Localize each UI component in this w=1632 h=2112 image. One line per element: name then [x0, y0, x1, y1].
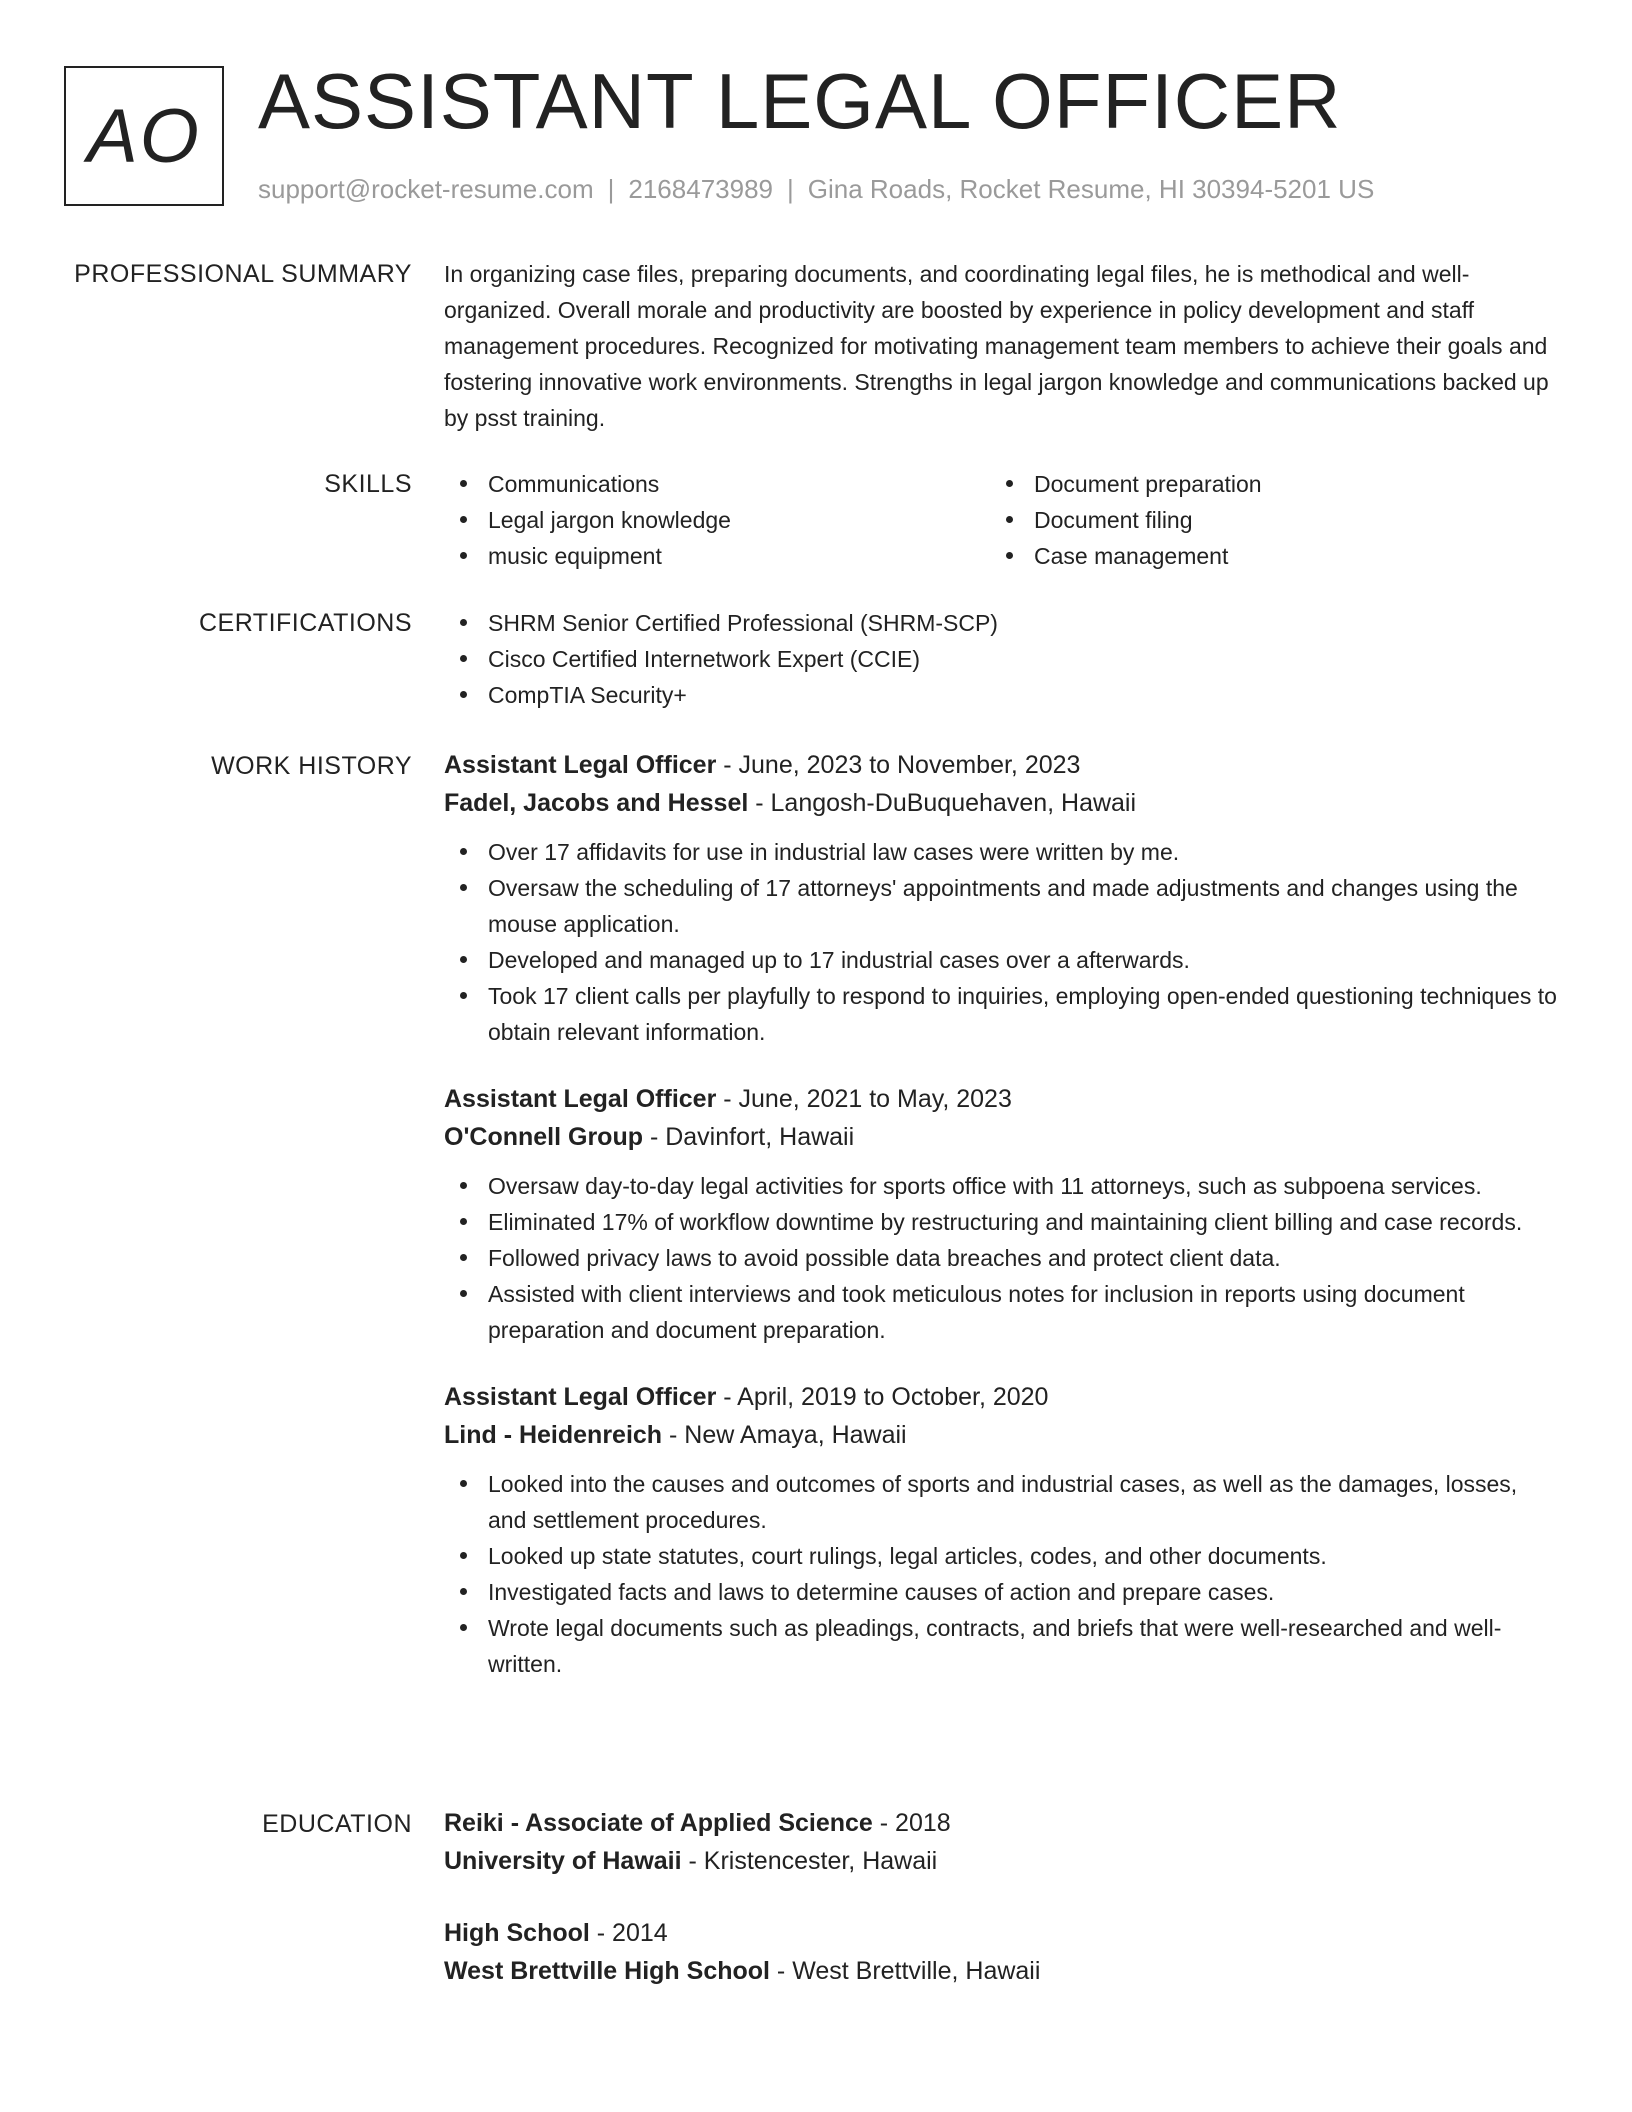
education-school-line	[444, 1842, 1560, 1880]
job-location: - Langosh-DuBuquehaven, Hawaii	[748, 789, 1137, 817]
job-title: Assistant Legal Officer	[444, 1085, 717, 1113]
job-duty: Developed and managed up to 17 industrial cases over a afterwards.	[444, 942, 1560, 978]
job-title-line	[444, 1080, 1560, 1118]
education-degree: High School	[444, 1919, 590, 1947]
skill-item: Communications	[444, 466, 990, 502]
skill-item: Legal jargon knowledge	[444, 502, 990, 538]
job-duty: Followed privacy laws to avoid possible data breaches and protect client data.	[444, 1240, 1560, 1276]
certification-item: Cisco Certified Internetwork Expert (CCIE)	[444, 641, 1560, 677]
skills-heading: SKILLS	[324, 470, 412, 498]
skill-item: Document filing	[990, 502, 1536, 538]
skills-column-2	[990, 466, 1536, 574]
job-company-line	[444, 1118, 1560, 1156]
job-company: O'Connell Group	[444, 1123, 643, 1151]
skill-item: music equipment	[444, 538, 990, 574]
education-school-line	[444, 1952, 1560, 1990]
job-title-line	[444, 1378, 1560, 1416]
work-history-heading: WORK HISTORY	[211, 752, 412, 780]
job-duties-list	[444, 834, 1560, 1050]
job-duty: Assisted with client interviews and took meticulous notes for inclusion in reports using document preparation and document preparation.	[444, 1276, 1560, 1348]
job-dates: - June, 2023 to November, 2023	[716, 751, 1081, 779]
summary-heading: PROFESSIONAL SUMMARY	[74, 260, 412, 288]
education-school: West Brettville High School	[444, 1957, 770, 1985]
education-year: - 2014	[589, 1919, 668, 1947]
job-duty: Eliminated 17% of workflow downtime by restructuring and maintaining client billing and case records.	[444, 1204, 1560, 1240]
contact-address: Gina Roads, Rocket Resume, HI 30394-5201 US	[807, 174, 1375, 204]
job-company-line	[444, 784, 1560, 822]
certification-item: SHRM Senior Certified Professional (SHRM-SCP)	[444, 605, 1560, 641]
job-entry	[444, 746, 1560, 1050]
education-location: - West Brettville, Hawaii	[769, 1957, 1041, 1985]
education-school: University of Hawaii	[444, 1847, 682, 1875]
contact-separator: |	[787, 174, 794, 204]
job-dates: - April, 2019 to October, 2020	[716, 1383, 1049, 1411]
job-duties-list	[444, 1168, 1560, 1348]
contact-email[interactable]: support@rocket-resume.com	[258, 174, 594, 204]
job-duty: Over 17 affidavits for use in industrial law cases were written by me.	[444, 834, 1560, 870]
skill-item: Document preparation	[990, 466, 1536, 502]
job-entry	[444, 1378, 1560, 1682]
education-location: - Kristencester, Hawaii	[681, 1847, 938, 1875]
job-title-line	[444, 746, 1560, 784]
monogram-box	[64, 66, 224, 206]
job-duty: Oversaw the scheduling of 17 attorneys' appointments and made adjustments and changes using the mouse application.	[444, 870, 1560, 942]
monogram-initials: AO	[87, 93, 201, 179]
education-entry	[444, 1804, 1560, 1880]
job-duty: Took 17 client calls per playfully to respond to inquiries, employing open-ended questioning techniques to obtain relevant information.	[444, 978, 1560, 1050]
job-title: Assistant Legal Officer	[444, 751, 717, 779]
skills-column-1	[444, 466, 990, 574]
contact-line	[258, 172, 1374, 206]
job-duty: Investigated facts and laws to determine causes of action and prepare cases.	[444, 1574, 1560, 1610]
education-heading: EDUCATION	[262, 1810, 412, 1838]
job-title: Assistant Legal Officer	[444, 1383, 717, 1411]
job-duty: Oversaw day-to-day legal activities for sports office with 11 attorneys, such as subpoena services.	[444, 1168, 1560, 1204]
job-dates: - June, 2021 to May, 2023	[716, 1085, 1012, 1113]
certifications-heading: CERTIFICATIONS	[198, 609, 412, 637]
job-location: - Davinfort, Hawaii	[643, 1123, 855, 1151]
education-year: - 2018	[872, 1809, 951, 1837]
contact-separator: |	[607, 174, 615, 204]
job-duty: Wrote legal documents such as pleadings, contracts, and briefs that were well-researched and well-written.	[444, 1610, 1560, 1682]
contact-phone[interactable]: 2168473989	[628, 174, 773, 204]
certification-item: CompTIA Security+	[444, 677, 1560, 713]
candidate-name: ASSISTANT LEGAL OFFICER	[258, 57, 1342, 145]
job-entry	[444, 1080, 1560, 1348]
job-location: - New Amaya, Hawaii	[662, 1421, 907, 1449]
certifications-list	[444, 605, 1560, 713]
job-company: Lind - Heidenreich	[444, 1421, 663, 1449]
education-degree-line	[444, 1914, 1560, 1952]
job-company-line	[444, 1416, 1560, 1454]
education-degree-line	[444, 1804, 1560, 1842]
skill-item: Case management	[990, 538, 1536, 574]
education-degree: Reiki - Associate of Applied Science	[444, 1809, 873, 1837]
education-entry	[444, 1914, 1560, 1990]
job-duty: Looked into the causes and outcomes of sports and industrial cases, as well as the damages, losses, and settlement procedures.	[444, 1466, 1560, 1538]
job-duties-list	[444, 1466, 1560, 1682]
job-duty: Looked up state statutes, court rulings, legal articles, codes, and other documents.	[444, 1538, 1560, 1574]
job-company: Fadel, Jacobs and Hessel	[444, 789, 749, 817]
summary-text: In organizing case files, preparing documents, and coordinating legal files, he is methodical and well-organized. Overall morale and productivity are boosted by experience in policy development and staff management procedures. Recognized for motivating management team members to achieve their goals and fostering innovative work environments. Strengths in legal jargon knowledge and communications backed up by psst training.	[444, 261, 1549, 431]
